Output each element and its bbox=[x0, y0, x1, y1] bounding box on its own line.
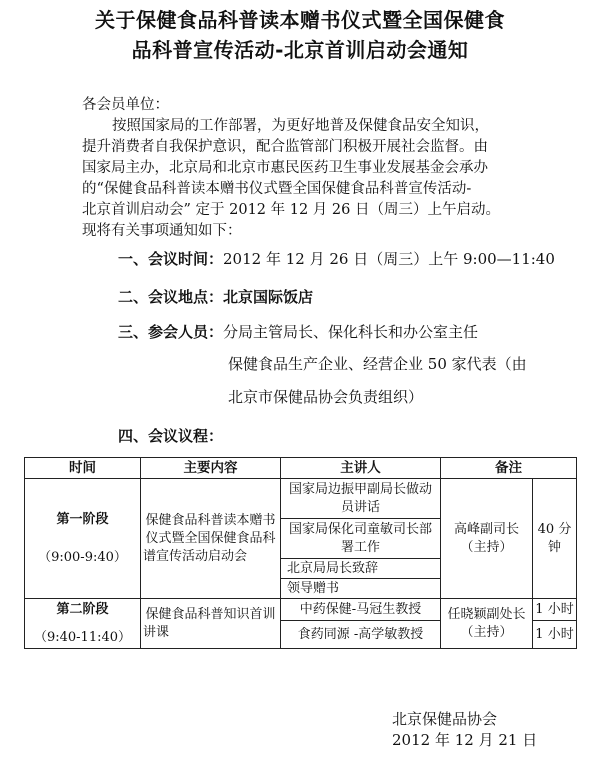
attendees-line: 保健食品生产企业、经营企业 50 家代表（由 bbox=[228, 355, 527, 373]
meeting-place-label: 二、会议地点： bbox=[118, 288, 224, 306]
stage1-speaker: 领导赠书 bbox=[281, 579, 441, 599]
header-time: 时间 bbox=[25, 458, 141, 479]
agenda-label: 四、会议议程： bbox=[118, 427, 224, 445]
stage1-time-cell bbox=[25, 479, 141, 599]
header-content: 主要内容 bbox=[141, 458, 281, 479]
title-line-2: 品科普宣传活动-北京首训启动会通知 bbox=[131, 38, 469, 62]
stage1-host: 高峰副司长（主持） bbox=[441, 479, 533, 599]
meeting-time bbox=[118, 248, 555, 269]
signature-org: 北京保健品协会 bbox=[392, 710, 498, 728]
stage1-speaker: 国家局保化司童敏司长部署工作 bbox=[281, 519, 441, 559]
paragraph-line: 现将有关事项通知如下： bbox=[82, 223, 242, 239]
table-row bbox=[25, 479, 577, 519]
stage2-speaker: 食药同源 -高学敏教授 bbox=[281, 621, 441, 649]
stage2-name: 第二阶段 bbox=[56, 601, 109, 617]
stage2-speaker: 中药保健-马冠生教授 bbox=[281, 599, 441, 621]
stage2-duration: 1 小时 bbox=[533, 621, 577, 649]
meeting-time-label: 一、会议时间： bbox=[118, 250, 224, 268]
meeting-place-value: 北京国际饭店 bbox=[223, 288, 314, 306]
stage1-content: 保健食品科普读本赠书仪式暨全国保健食品科谱宣传活动启动会 bbox=[141, 479, 281, 599]
meeting-place bbox=[118, 286, 313, 307]
table-header-row bbox=[25, 458, 577, 479]
stage2-host: 任晓颖副处长（主持） bbox=[441, 599, 533, 649]
meeting-time-value: 2012 年 12 月 26 日（周三）上午 9:00—11:40 bbox=[223, 250, 555, 268]
paragraph-line: 提升消费者自我保护意识，配合监管部门积极开展社会监督。由 bbox=[82, 139, 488, 155]
stage1-name: 第一阶段 bbox=[56, 511, 109, 527]
header-speaker: 主讲人 bbox=[281, 458, 441, 479]
title-line-1: 关于保健食品科普读本赠书仪式暨全国保健食 bbox=[95, 8, 505, 32]
stage2-time-cell bbox=[25, 599, 141, 649]
signature-date: 2012 年 12 月 21 日 bbox=[392, 731, 538, 749]
attendees-line: 北京市保健品协会负责组织） bbox=[228, 388, 424, 406]
stage1-duration: 40 分钟 bbox=[533, 479, 577, 599]
attendees-line: 分局主管局长、保化科长和办公室主任 bbox=[223, 323, 479, 341]
paragraph-line: 国家局主办，北京局和北京市惠民医药卫生事业发展基金会承办 bbox=[82, 160, 488, 176]
header-notes: 备注 bbox=[441, 458, 577, 479]
agenda-heading bbox=[118, 425, 223, 446]
stage1-speaker: 北京局局长致辞 bbox=[281, 559, 441, 579]
stage2-duration: 1 小时 bbox=[533, 599, 577, 621]
stage2-content: 保健食品科普知识首训讲课 bbox=[141, 599, 281, 649]
paragraph-line: 北京首训启动会” 定于 2012 年 12 月 26 日（周三）上午启动。 bbox=[82, 202, 500, 218]
stage1-time: （9:00-9:40） bbox=[38, 549, 127, 565]
table-row bbox=[25, 599, 577, 621]
paragraph-line: 按照国家局的工作部署，为更好地普及保健食品安全知识， bbox=[112, 118, 489, 134]
stage1-speaker: 国家局边振甲副局长做动员讲话 bbox=[281, 479, 441, 519]
attendees bbox=[118, 321, 478, 342]
greeting: 各会员单位： bbox=[82, 97, 169, 113]
attendees-label: 三、参会人员： bbox=[118, 323, 224, 341]
agenda-table bbox=[24, 457, 577, 649]
paragraph-line: 的“保健食品科普读本赠书仪式暨全国保健食品科普宣传活动- bbox=[82, 181, 472, 197]
stage2-time: （9:40-11:40） bbox=[33, 629, 132, 645]
